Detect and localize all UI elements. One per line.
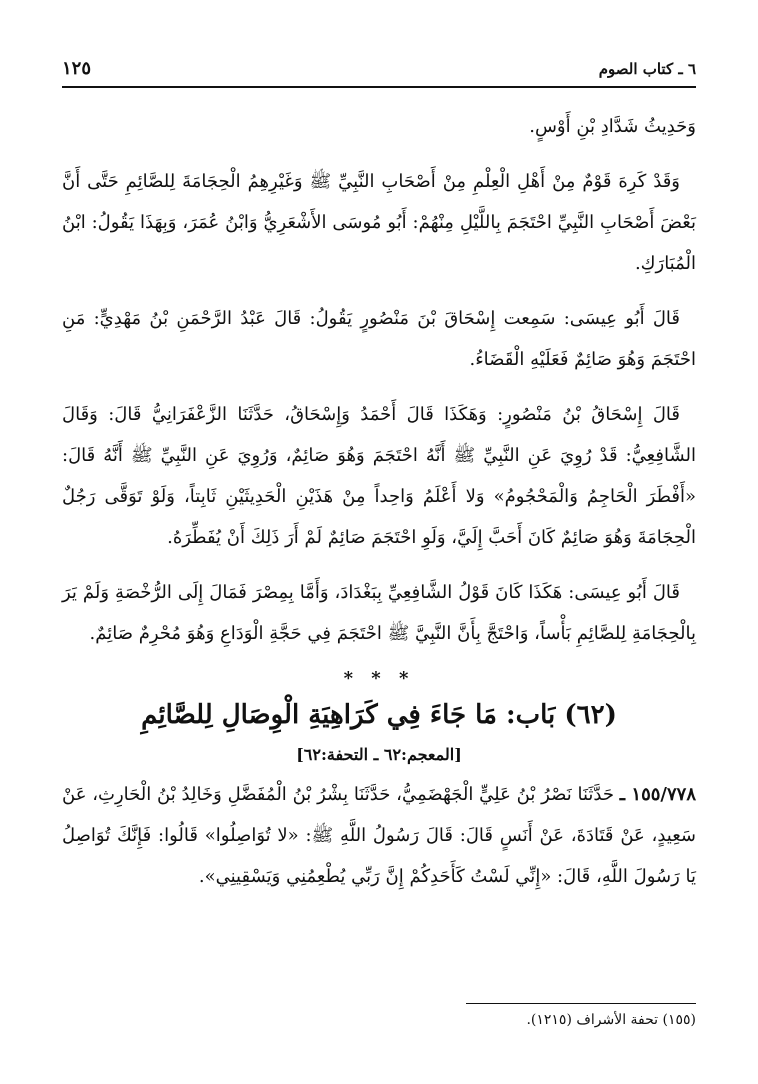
hadith-text: حَدَّثَنَا نَصْرُ بْنُ عَلِيٍّ الْجَهْضَمِيُّ، حَدَّثَنَا بِشْرُ بْنُ الْمُفَضَّلِ وَخَالِدُ بْنُ الْحَارِثِ، عَنْ سَعِيدٍ، عَنْ قَتَادَةَ، عَنْ أَنَسٍ قَالَ: قَالَ رَسُولُ اللَّهِ ﷺ: «لا تُوَاصِلُوا» قَالُوا: فَإِنَّكَ تُوَاصِلُ يَا رَسُولَ اللَّهِ، قَالَ: «إِنِّي لَسْتُ كَأَحَدِكُمْ إِنَّ رَبِّي يُطْعِمُنِي وَيَسْقِينِي».	[62, 784, 696, 887]
paragraph-2: وَقَدْ كَرِهَ قَوْمٌ مِنْ أَهْلِ الْعِلْمِ مِنْ أَصْحَابِ النَّبِيِّ ﷺ وَغَيْرِهِمُ الْحِجَامَةَ لِلصَّائِمِ حَتَّى أَنَّ بَعْضَ أَصْحَابِ النَّبِيِّ احْتَجَمَ بِاللَّيْلِ مِنْهُمْ: أَبُو مُوسَى الأَشْعَرِيُّ وَابْنُ عُمَرَ، وَبِهَذَا يَقُولُ: ابْنُ الْمُبَارَكِ.	[62, 171, 696, 274]
paragraph-5: قَالَ أَبُو عِيسَى: هَكَذَا كَانَ قَوْلُ الشَّافِعِيِّ بِبَغْدَادَ، وَأَمَّا بِمِصْرَ فَمَالَ إِلَى الرُّخْصَةِ وَلَمْ يَرَ بِالْحِجَامَةِ لِلصَّائِمِ بَأْساً، وَاحْتَجَّ بِأَنَّ النَّبِيَّ ﷺ احْتَجَمَ فِي حَجَّةِ الْوَدَاعِ وَهُوَ مُحْرِمٌ صَائِمٌ.	[62, 582, 696, 644]
footnote-divider	[466, 1003, 696, 1004]
paragraph-3: قَالَ أَبُو عِيسَى: سَمِعت إِسْحَاقَ بْنَ مَنْصُورٍ يَقُولُ: قَالَ عَبْدُ الرَّحْمَنِ بْنُ مَهْدِيٍّ: مَنِ احْتَجَمَ وَهُوَ صَائِمٌ فَعَلَيْهِ الْقَضَاءُ.	[62, 308, 696, 370]
page-number: ١٢٥	[62, 58, 92, 79]
section-separator: * * *	[343, 668, 415, 689]
chapter-title: (٦٢) بَاب: مَا جَاءَ فِي كَرَاهِيَةِ الْوِصَالِ لِلصَّائِمِ	[141, 700, 617, 730]
chapter-reference: [المعجم:٦٢ ـ التحفة:٦٢]	[296, 745, 462, 764]
hadith-paragraph	[62, 774, 696, 897]
running-head-chapter: ٦ ـ كتاب الصوم	[598, 60, 696, 78]
hadith-number: ١٥٥/٧٧٨ ـ	[619, 784, 696, 805]
paragraph-4: قَالَ إِسْحَاقُ بْنُ مَنْصُورٍ: وَهَكَذَا قَالَ أَحْمَدُ وَإِسْحَاقُ، حَدَّثَنَا الزَّعْفَرَانِيُّ قَالَ: وَقَالَ الشَّافِعِيُّ: قَدْ رُوِيَ عَنِ النَّبِيِّ ﷺ أَنَّهُ احْتَجَمَ وَهُوَ صَائِمٌ، وَرُوِيَ عَنِ النَّبِيِّ ﷺ أَنَّهُ قَالَ: «أَفْطَرَ الْحَاجِمُ وَالْمَحْجُومُ» وَلا أَعْلَمُ وَاحِداً مِنْ هَذَيْنِ الْحَدِيثَيْنِ ثَابِتاً، وَلَوْ تَوَقَّى رَجُلٌ الْحِجَامَةَ وَهُوَ صَائِمٌ كَانَ أَحَبَّ إِلَيَّ، وَلَوِ احْتَجَمَ صَائِمٌ لَمْ أَرَ ذَلِكَ أَنْ يُفَطِّرَهُ.	[62, 404, 696, 548]
main-text	[62, 106, 696, 911]
footnote: (١٥٥) تحفة الأشراف (١٢١٥).	[526, 1012, 696, 1028]
paragraph-1: وَحَدِيثُ شَدَّادِ بْنِ أَوْسٍ.	[529, 116, 696, 137]
page-header	[62, 58, 696, 88]
